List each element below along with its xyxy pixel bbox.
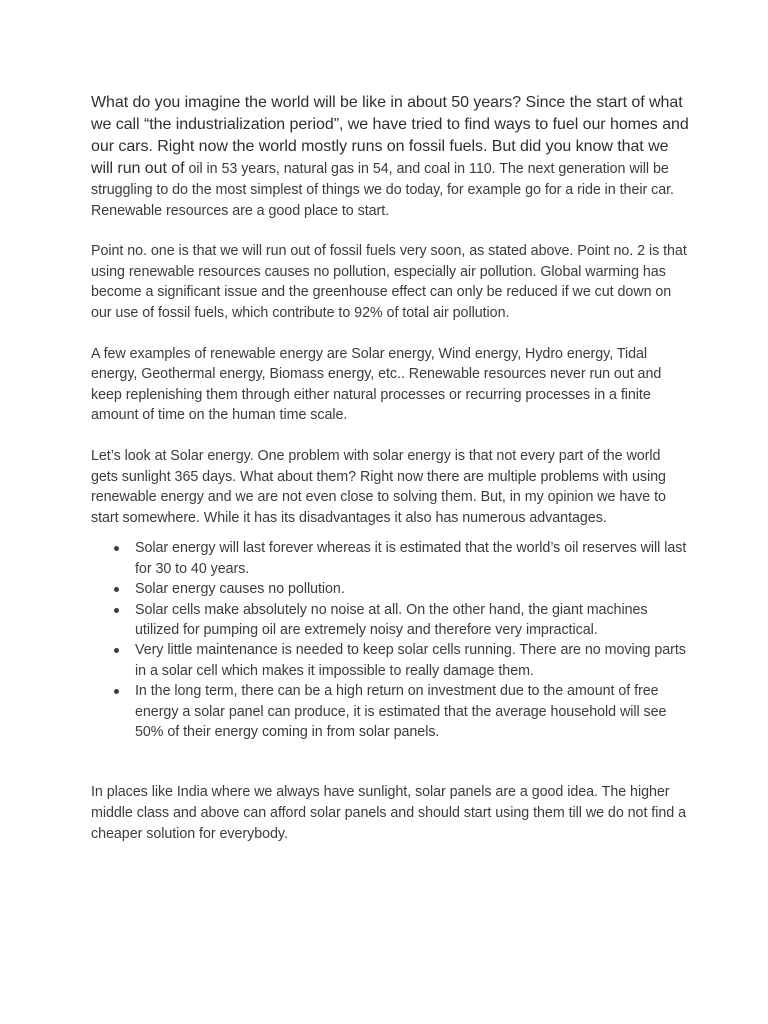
list-item-text: Solar energy will last forever whereas it is estimated that the world’s oil reserves will last for 30 to 40 years. [135, 540, 687, 577]
paragraph-renewable-examples: A few examples of renewable energy are Solar energy, Wind energy, Hydro energy, Tidal energy, Geothermal energy, Biomass energy, etc.. Renewable resources never run out and keep replenishing them through either natural processes or recurring processes in a finite amount of time on the human time scale. [91, 345, 662, 424]
intro-large-text: What do you imagine the world will be like in about 50 years? Since the start of what we call “the industrialization period”, we have tried to find ways to fuel our homes and our cars. Right now the world mostly runs on fossil fuels. But did you know that we will run out of [91, 94, 689, 177]
list-item-text: In the long term, there can be a high return on investment due to the amount of free energy a solar panel can produce, it is estimated that the average household will see 50% of their energy coming in from solar panels. [135, 683, 667, 740]
intro-small-text: oil in 53 years, natural gas in 54, and coal in 110. The next generation will be struggling to do the most simplest of things we do today, for example go for a ride in their car. Renewable resources are a good place to start. [91, 161, 674, 219]
paragraph-spacer [91, 324, 691, 344]
list-item [135, 538, 691, 579]
bullet-icon [114, 608, 119, 613]
bullet-icon [114, 587, 119, 592]
list-item [135, 600, 691, 641]
document-body [91, 92, 691, 844]
list-item [135, 640, 691, 681]
intro-paragraph [91, 92, 691, 221]
paragraph-fossil-fuels: Point no. one is that we will run out of fossil fuels very soon, as stated above. Point no. 2 is that using renewable resources causes no pollution, especially air pollution. Global warming has become a significant issue and the greenhouse effect can only be reduced if we cut down on our use of fossil fuels, which contribute to 92% of total air pollution. [91, 243, 687, 321]
list-item-text: Solar energy causes no pollution. [135, 581, 345, 598]
list-item [135, 579, 691, 599]
list-item [135, 681, 691, 742]
bullet-icon [114, 546, 119, 551]
bullet-icon [114, 689, 119, 694]
paragraph-spacer [91, 426, 691, 446]
paragraph-spacer [91, 742, 691, 782]
advantages-list [91, 538, 691, 742]
paragraph-solar-energy: Let’s look at Solar energy. One problem with solar energy is that not every part of the world gets sunlight 365 days. What about them? Right now there are multiple problems with using renewable energy and we are not even close to solving them. But, in my opinion we have to start somewhere. While it has its disadvantages it also has numerous advantages. [91, 447, 666, 526]
list-item-text: Very little maintenance is needed to keep solar cells running. There are no moving parts in a solar cell which makes it impossible to really damage them. [135, 642, 686, 679]
list-item-text: Solar cells make absolutely no noise at all. On the other hand, the giant machines utilized for pumping oil are extremely noisy and therefore very impractical. [135, 601, 648, 638]
paragraph-india-conclusion: In places like India where we always have sunlight, solar panels are a good idea. The higher middle class and above can afford solar panels and should start using them till we do not find a cheaper solution for everybody. [91, 784, 686, 842]
paragraph-spacer [91, 221, 691, 241]
bullet-icon [114, 648, 119, 653]
